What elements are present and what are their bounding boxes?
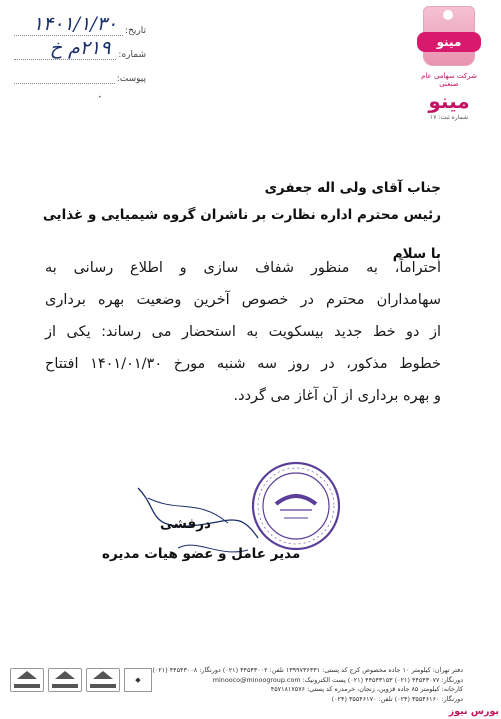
number-label: شماره: xyxy=(118,50,146,60)
footer-line: دورنگار: ۴۴۵۴۳۰۷۷ (۰۲۱) ۴۴۵۴۳۱۵۳ (۰۲۱) پست الکترونیک: minooco@minoogroup.com xyxy=(212,675,463,684)
date-field xyxy=(14,14,146,36)
body-line: احتراماً، به منظور شفاف سازی و اطلاع رسانی به xyxy=(45,260,441,276)
number-field xyxy=(14,38,146,60)
logo-tag-icon xyxy=(423,6,475,66)
registration-number: شماره ثبت: ۱۷ xyxy=(429,114,469,121)
body-line: سهامداران محترم در خصوص آخرین وضعیت بهره برداری xyxy=(45,292,441,308)
certificate-icon xyxy=(48,668,82,692)
certificate-icon xyxy=(86,668,120,692)
signer-title: مدیر عامل و عضو هیات مدیره xyxy=(102,546,301,562)
logo-badge-text: مینو xyxy=(417,32,481,52)
signer-name: درفشی xyxy=(160,516,211,532)
date-label: تاریخ: xyxy=(125,26,146,36)
letter-meta xyxy=(14,14,146,86)
letter-heading xyxy=(41,170,441,271)
body-line: و بهره برداری از آن آغاز می گردد. xyxy=(233,388,441,404)
recipient-title: رئیس محترم اداره نظارت بر ناشران گروه شیمیایی و غذایی xyxy=(42,207,441,223)
greeting: با سلام xyxy=(392,246,441,262)
dot-mark: • xyxy=(98,94,102,101)
footer xyxy=(0,656,501,719)
company-logo xyxy=(413,6,485,121)
certificate-logos xyxy=(10,668,152,692)
footer-line: کارخانه: کیلومتر ۸۵ جاده قزوین، زنجان، خرمدره کد پستی: ۴۵۷۱۸۱۷۵۷۶ xyxy=(270,685,463,694)
footer-address xyxy=(152,666,463,704)
quality-seal-icon: ◆ xyxy=(124,668,152,692)
number-handwritten: ۲۱۹م خ xyxy=(49,37,111,59)
company-line: شرکت سهامی عام صنعتی xyxy=(421,72,477,88)
attachment-field xyxy=(14,62,146,84)
watermark: بورس نیوز xyxy=(448,706,499,717)
letter-body xyxy=(45,258,441,418)
body-line: از دو خط جدید بیسکویت به استحضار می رساند: یکی از xyxy=(45,324,441,340)
footer-line: دفتر تهران: کیلومتر ۱۰ جاده مخصوص کرج کد پستی: ۱۳۹۹۷۳۶۴۳۱ تلفن: ۴۴۵۴۳۰۰۲ (۰۲۱) دورنگار: ۴۴۵۴۳۰۰۸ (۰۲۱) xyxy=(152,666,463,674)
certificate-icon xyxy=(10,668,44,692)
body-line: خطوط مذکور، در روز سه شنبه مورخ ۱۴۰۱/۰۱/۳۰ افتتاح xyxy=(45,356,441,372)
recipient-name: جناب آقای ولی اله جعفری xyxy=(264,180,441,196)
attachment-label: پیوست: xyxy=(116,74,146,84)
brand-large: مینو xyxy=(428,89,470,113)
footer-line: دورنگار: ۳۵۵۴۶۱۶۰ (۰۲۴) تلفن: ۳۵۵۴۶۱۷۰ (۰۲۴) xyxy=(331,694,463,703)
date-handwritten: ۱۴۰۱/۱/۳۰ xyxy=(32,13,118,35)
